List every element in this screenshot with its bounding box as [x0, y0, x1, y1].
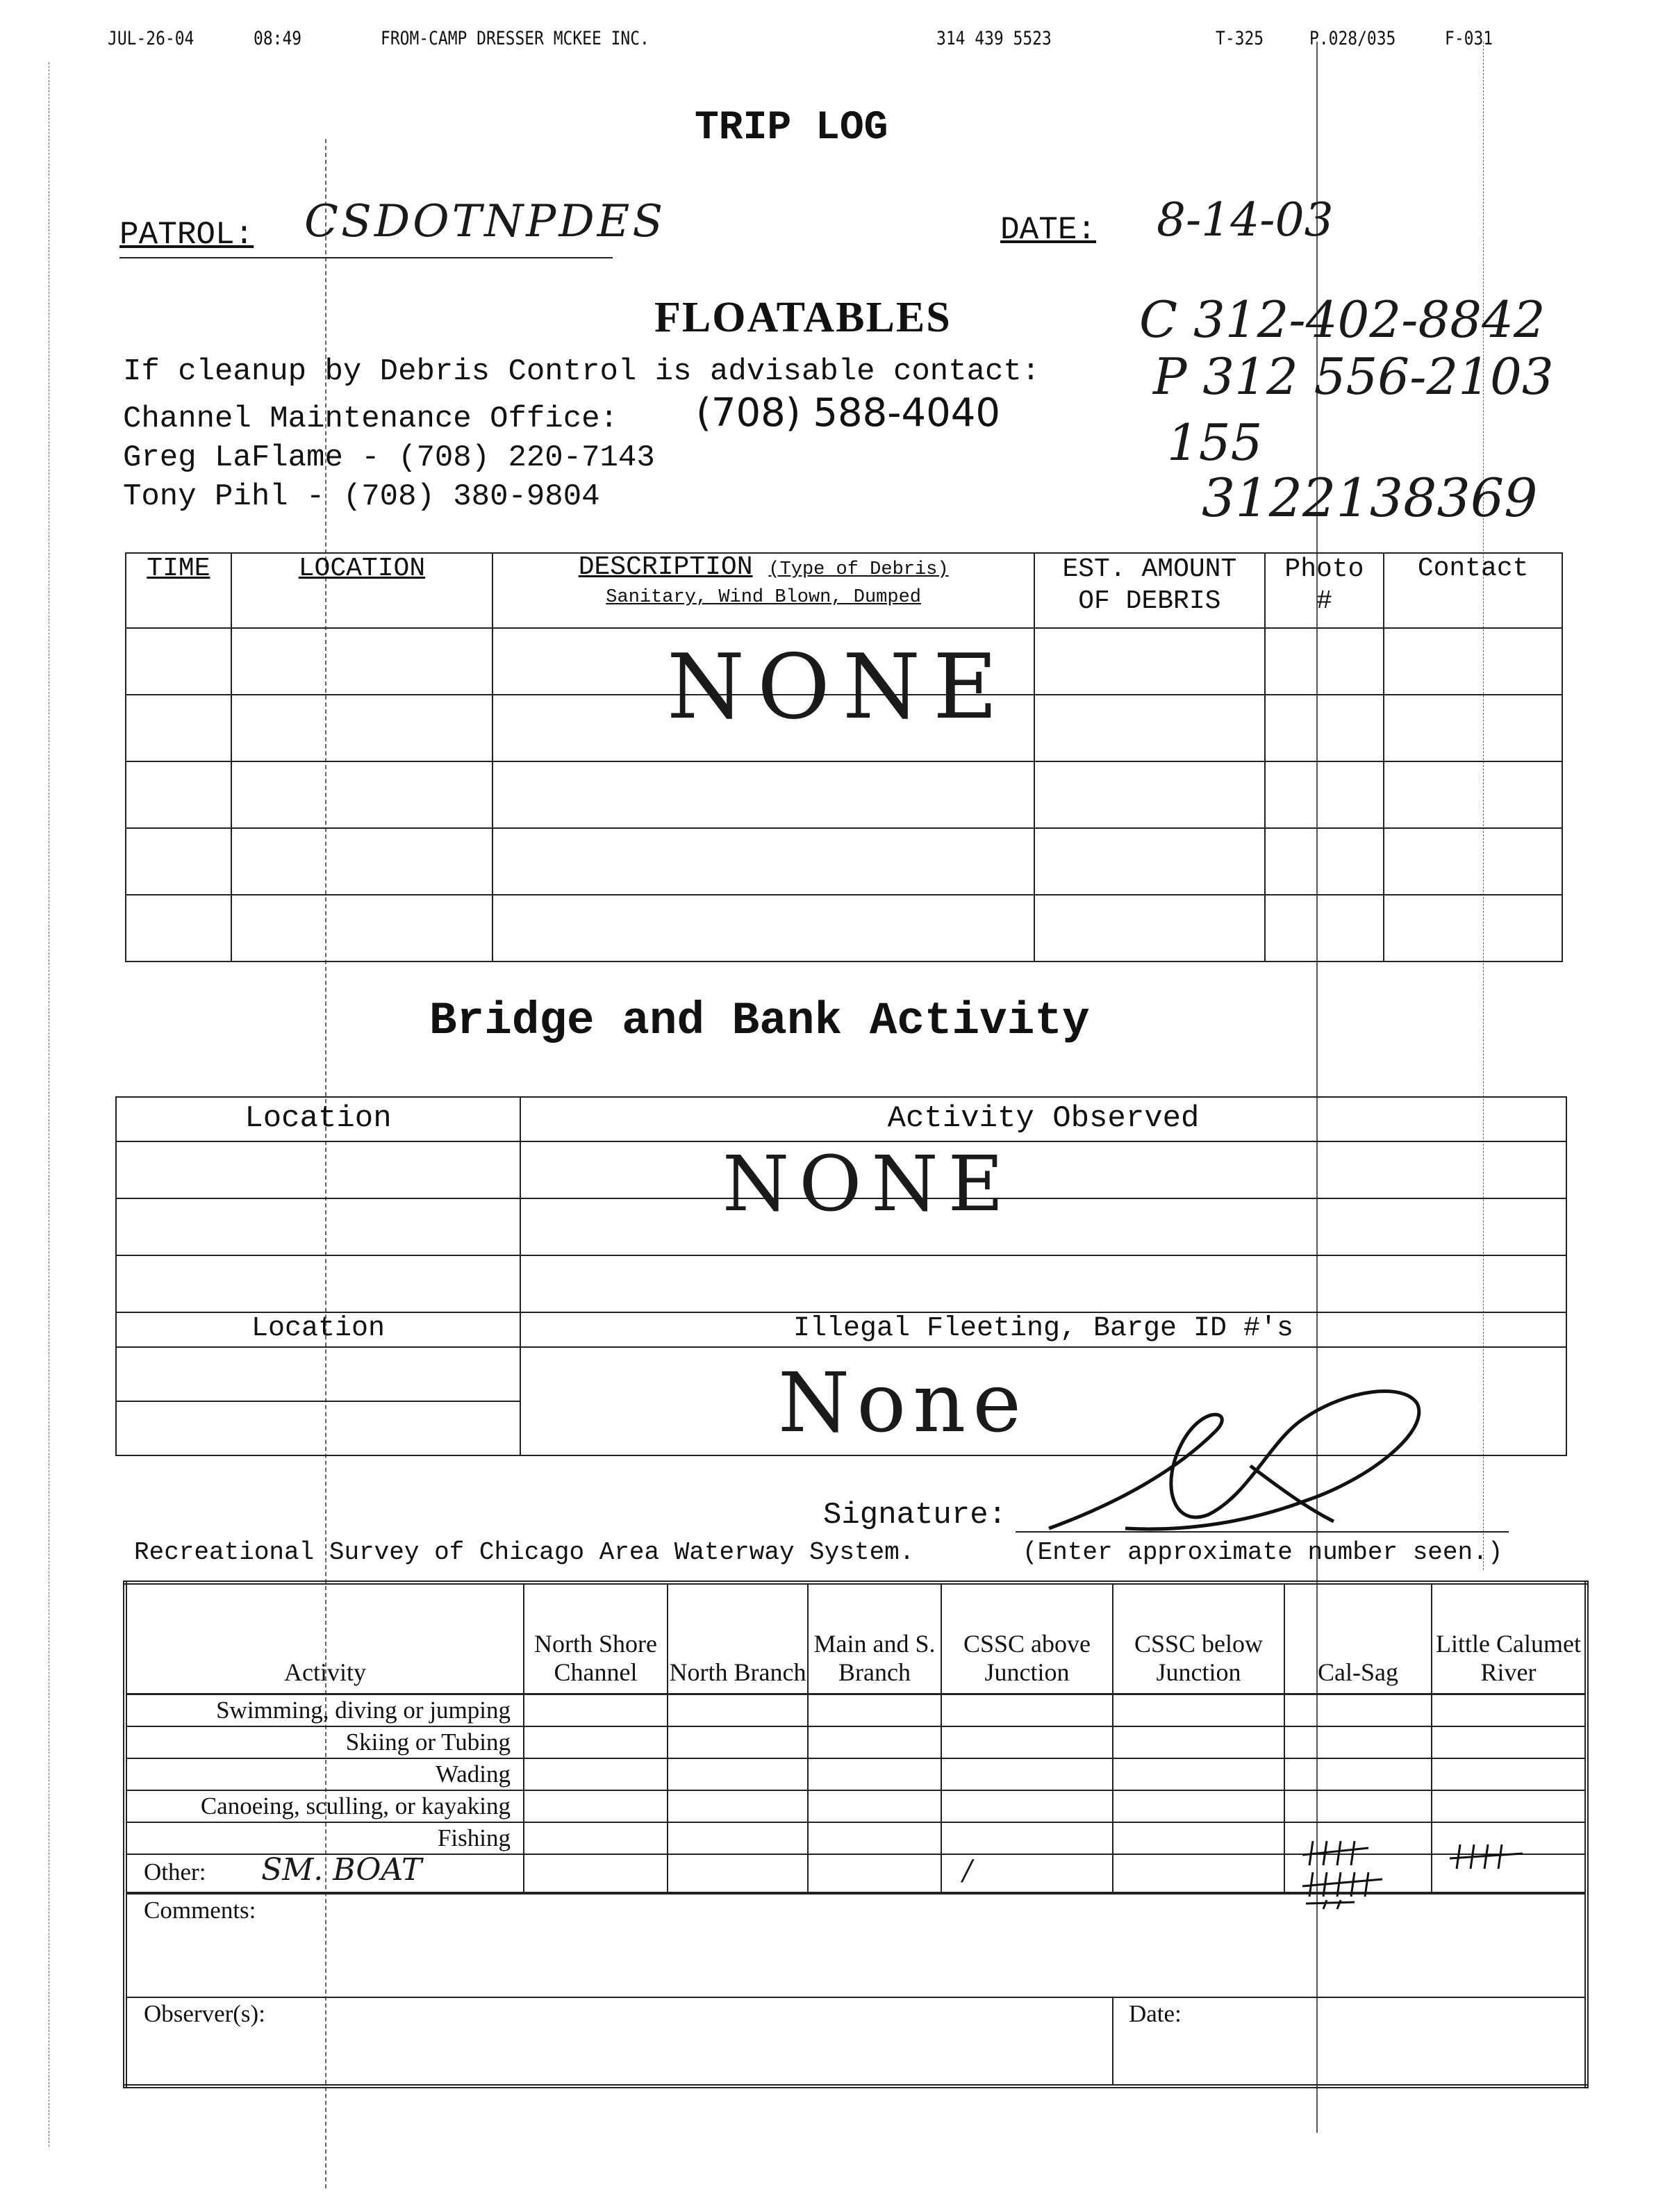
date-signed-label: Date:: [1129, 1999, 1182, 2027]
floatables-entry: NONE: [667, 636, 1011, 739]
col-north-branch: North Branch: [669, 1658, 806, 1687]
fax-time: 08:49: [254, 28, 302, 49]
col-time: TIME: [147, 554, 210, 584]
col-description-type: (Type of Debris): [768, 559, 949, 580]
recreational-intro: Recreational Survey of Chicago Area Waterway System.: [134, 1538, 915, 1567]
row-fishing: Fishing: [125, 1822, 524, 1854]
handwritten-155: 155: [1167, 413, 1263, 472]
floatables-table: [125, 552, 1563, 962]
col-description: DESCRIPTION: [578, 552, 753, 582]
recreational-table: [123, 1580, 1589, 2088]
channel-office-label: Channel Maintenance Office:: [123, 402, 618, 436]
handwritten-phone-3: 3122138369: [1202, 467, 1538, 529]
col-photo-number: #: [1316, 586, 1332, 616]
handwritten-phone-p: P 312 556-2103: [1153, 347, 1554, 406]
table-row: [116, 1255, 1566, 1312]
table-row: [126, 828, 1562, 895]
contact-greg: Greg LaFlame - (708) 220-7143: [123, 440, 655, 475]
table-row: [126, 761, 1562, 828]
col-description-sub: Sanitary, Wind Blown, Dumped: [606, 587, 921, 608]
fax-phone: 314 439 5523: [936, 28, 1052, 49]
fleeting-entry: None: [778, 1355, 1029, 1451]
comments-label: Comments:: [144, 1896, 256, 1924]
recreational-instruction: (Enter approximate number seen.): [1022, 1538, 1503, 1567]
fax-transmission: T-325: [1216, 28, 1264, 49]
table-row: [125, 1758, 1587, 1790]
page-title: TRIP LOG: [695, 106, 888, 151]
other-cssc-above-tally: /: [941, 1854, 1113, 1893]
col-photo: Photo: [1284, 554, 1364, 584]
col-activity: Activity: [284, 1658, 366, 1687]
fax-date: JUL-26-04: [108, 28, 194, 49]
row-skiing: Skiing or Tubing: [125, 1726, 524, 1758]
handwritten-phone-c: C 312-402-8842: [1139, 290, 1546, 349]
contact-intro: If cleanup by Debris Control is advisable contact:: [123, 354, 1041, 389]
row-wading: Wading: [125, 1758, 524, 1790]
patrol-underline: [119, 257, 613, 258]
floatables-heading: FLOATABLES: [654, 294, 952, 341]
col-location: LOCATION: [298, 554, 426, 584]
table-row: [125, 1694, 1587, 1726]
col-north-shore: North Shore Channel: [534, 1629, 657, 1687]
row-other-value: SM. BOAT: [261, 1851, 422, 1888]
channel-office-phone: (708) 588-4040: [696, 390, 1000, 436]
col-main-s-branch: Main and S. Branch: [813, 1629, 936, 1687]
fax-form: F-031: [1445, 28, 1493, 49]
tally-marks-cal-sag: [1299, 1834, 1424, 1910]
illegal-fleeting-label: Illegal Fleeting, Barge ID #'s: [793, 1313, 1294, 1344]
patrol-value: CSDOTNPDES: [304, 196, 666, 247]
activity-observed-label: Activity Observed: [887, 1101, 1200, 1136]
other-cal-sag-tally: [1284, 1854, 1432, 1893]
bridge-heading: Bridge and Bank Activity: [429, 995, 1090, 1047]
fax-page: P.028/035: [1309, 28, 1396, 49]
contact-tony: Tony Pihl - (708) 380-9804: [123, 479, 600, 514]
row-other-label: Other:: [144, 1858, 206, 1885]
table-row: [126, 895, 1562, 961]
observers-label: Observer(s):: [144, 1999, 265, 2027]
col-contact: Contact: [1417, 554, 1529, 584]
signature-label: Signature:: [823, 1498, 1007, 1533]
date-label: DATE:: [1000, 212, 1097, 248]
tally-marks-little-calumet: [1446, 1841, 1530, 1883]
activity-entry: NONE: [722, 1139, 1013, 1228]
col-est-amount: EST. AMOUNT: [1062, 554, 1237, 584]
col-cssc-above: CSSC above Junction: [963, 1629, 1091, 1687]
table-row: [125, 1854, 1587, 1893]
col-cssc-below: CSSC below Junction: [1134, 1629, 1264, 1687]
col-cal-sag: Cal-Sag: [1318, 1658, 1398, 1687]
bridge-location-label-2: Location: [251, 1313, 386, 1344]
bridge-location-label: Location: [245, 1101, 392, 1136]
col-of-debris: OF DEBRIS: [1078, 586, 1221, 616]
row-canoeing: Canoeing, sculling, or kayaking: [125, 1790, 524, 1822]
col-little-calumet: Little Calumet River: [1436, 1629, 1581, 1687]
row-swimming: Swimming, diving or jumping: [125, 1694, 524, 1726]
fax-from: FROM-CAMP DRESSER MCKEE INC.: [381, 28, 649, 49]
table-row: [125, 1726, 1587, 1758]
other-little-calumet-tally: [1432, 1854, 1587, 1893]
signature-scribble: [1042, 1382, 1431, 1542]
patrol-label: PATROL:: [119, 217, 254, 253]
date-value: 8-14-03: [1157, 193, 1334, 247]
table-row: [125, 1790, 1587, 1822]
